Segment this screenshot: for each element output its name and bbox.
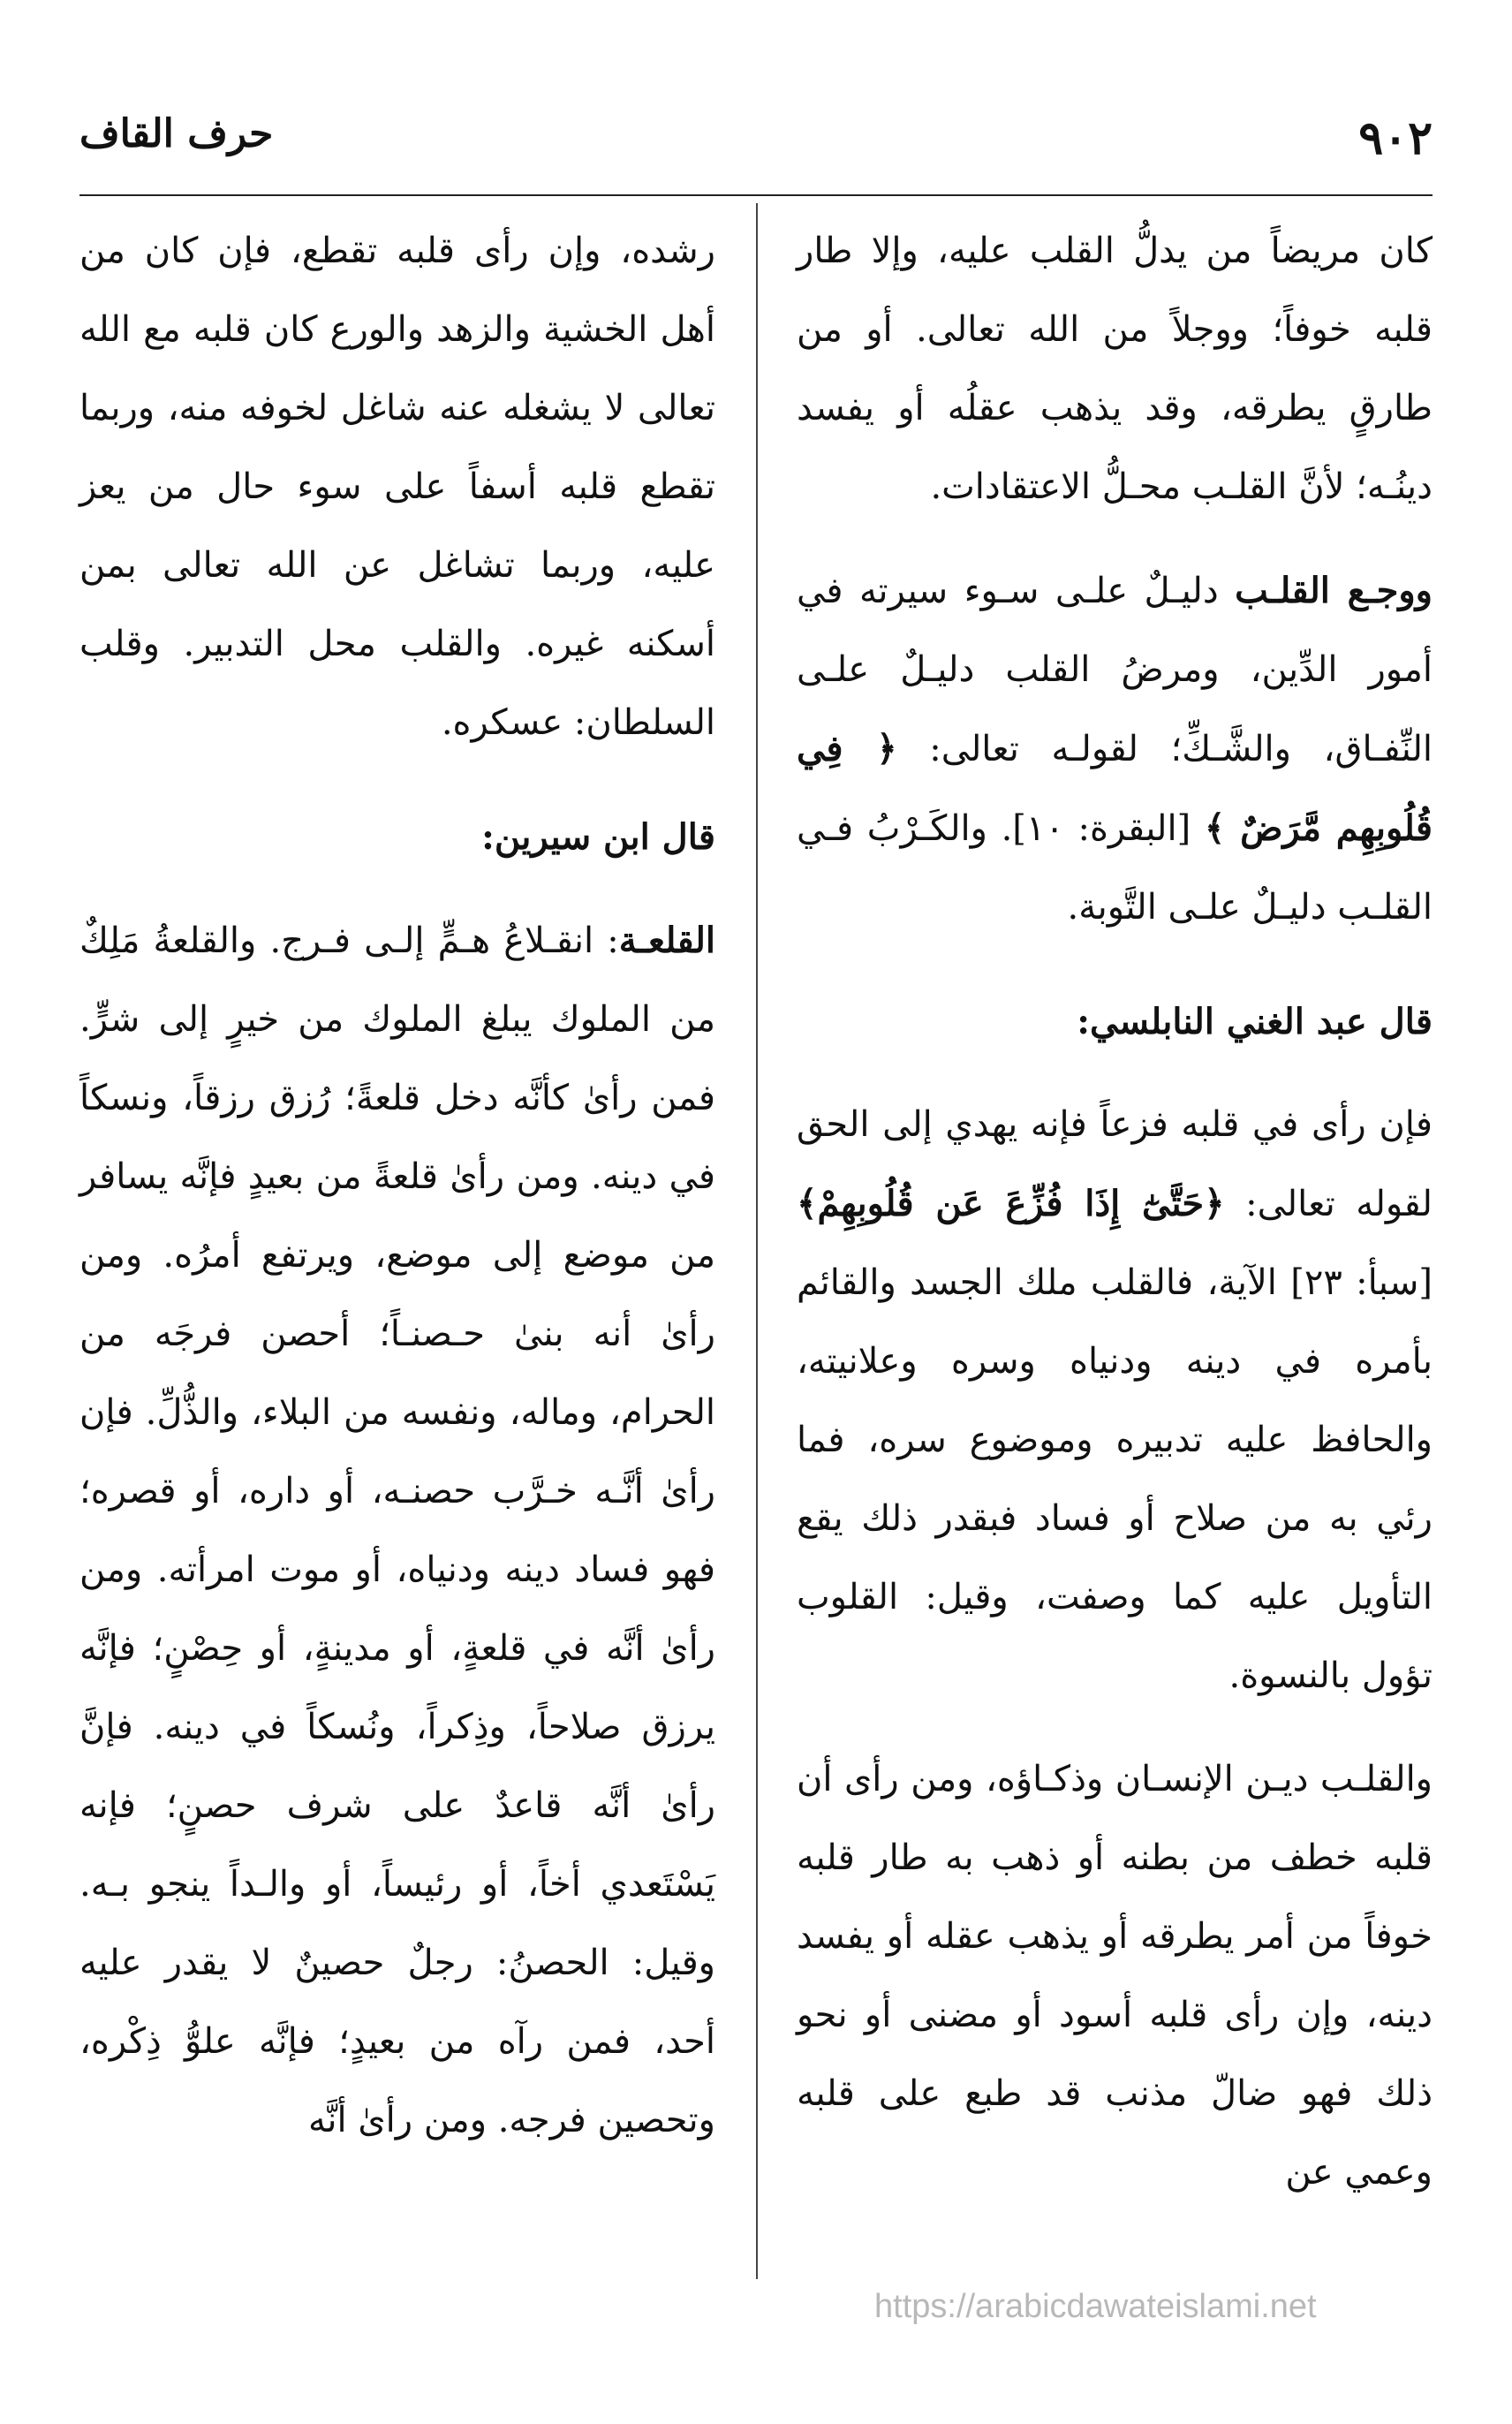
section-heading: قال عبد الغني النابلسي:: [1077, 1001, 1433, 1042]
paragraph: [797, 551, 1433, 947]
paragraph: [797, 1086, 1433, 1716]
paragraph: والقلـب ديـن الإنسـان وذكـاؤه، ومن رأى أن قلبه خطف من بطنه أو ذهب به طار قلبه خوفاً من أمر يطرقه أو يذهب عقله أو يفسد دينه، وإن رأى قلبه أسود أو مضنى أو نحو ذلك فهو ضالّ مذنب قد طبع على قلبه وعمي عن: [797, 1759, 1433, 2193]
paragraph-text: [سبأ: ٢٣] الآية، فالقلب ملك الجسد والقائم بأمره في دينه ودنياه وسره وعلانيته، والحافظ عليه تدبيره وموضوع سره، فما رئي به من صلاح أو فساد فبقدر ذلك يقع التأويل عليه كما وصفت، وقيل: القلوب تؤول بالنسوة.: [797, 1262, 1433, 1696]
right-column: [797, 212, 1433, 2230]
paragraph: كان مريضاً من يدلُّ القلب عليه، وإلا طار قلبه خوفاً؛ ووجلاً من الله تعالى. أو من طارقٍ يطرقه، وقد يذهب عقلُه أو يفسد دينُـه؛ لأنَّ القلـب محـلُّ الاعتقادات.: [797, 231, 1433, 507]
paragraph: رشده، وإن رأى قلبه تقطع، فإن كان من أهل الخشية والزهد والورع كان قلبه مع الله تعالى لا يشغله عنه شاغل لخوفه منه، وربما تقطع قلبه أسفاً على سوء حال من يعز عليه، وربما تشاغل عن الله تعالى بمن أسكنه غيره. والقلب محل التدبير. وقلب السلطان: عسكره.: [79, 231, 715, 743]
page-number: ٩٠٢: [1358, 111, 1433, 165]
watermark: https://arabicdawateislami.net: [874, 2288, 1317, 2325]
column-divider: [756, 203, 758, 2279]
section-heading: قال ابن سيرين:: [481, 816, 715, 858]
quran-quote: ﴿حَتَّىٰٓ إِذَا فُزِّعَ عَن قُلُوبِهِمْ﴾: [797, 1183, 1225, 1224]
paragraph-text: : انقـلاعُ هـمٍّ إلـى فـرج. والقلعةُ مَلِكٌ من الملوك يبلغ الملوك من خيرٍ إلى شرٍّ. فمن رأىٰ كأنَّه دخل قلعةً؛ رُزق رزقاً، ونسكاً في دينه. ومن رأىٰ قلعةً من بعيدٍ فإنَّه يسافر من موضع إلى موضع، ويرتفع أمرُه. ومن رأىٰ أنه بنىٰ حـصنـاً؛ أحصن فرجَه من الحرام، وماله، ونفسه من البلاء، والذُّلِّ. فإن رأىٰ أنَّـه خـرَّب حصنـه، أو داره، أو قصره؛ فهو فساد دينه ودنياه، أو موت امرأته. ومن رأىٰ أنَّه في قلعةٍ، أو مدينةٍ، أو حِصْنٍ؛ فإنَّه يرزق صلاحاً، وذِكراً، ونُسكاً في دينه. فإنَّ رأىٰ أنَّه قاعدٌ على شرف حصنٍ؛ فإنه يَسْتَعدي أخاً، أو رئيساً، أو والـداً ينجو بـه. وقيل: الحصنُ: رجلٌ حصينٌ لا يقدر عليه أحد، فمن رآه من بعيدٍ؛ فإنَّه علوُّ ذِكْره، وتحصين فرجه. ومن رأىٰ أنَّه: [79, 920, 715, 2140]
paragraph-text: دليـلٌ علـى سـوء سيرته في أمور الدِّين، ومرضُ القلب دليـلٌ علـى النِّفـاق، والشَّـكِّ؛ لقولـه تعالى:: [797, 571, 1433, 769]
citation: [البقرة: ١٠]. والكَـرْبُ فـي القلـب دليـلٌ علـى التَّوبة.: [797, 808, 1433, 928]
page-header: [79, 106, 1433, 196]
quran-quote: ﴿ فِي قُلُوبِهِم مَّرَضٌ ﴾: [797, 728, 1433, 849]
paragraph-text: فإن رأى في قلبه فزعاً فإنه يهدي إلى الحق لقوله تعالى:: [797, 1104, 1433, 1224]
entry-term: ووجـع القلـب: [1235, 570, 1433, 611]
entry-term: القلعـة: [618, 920, 715, 961]
running-title: حرف القاف: [79, 111, 274, 156]
left-column: [79, 212, 715, 2178]
paragraph: [79, 901, 715, 2160]
